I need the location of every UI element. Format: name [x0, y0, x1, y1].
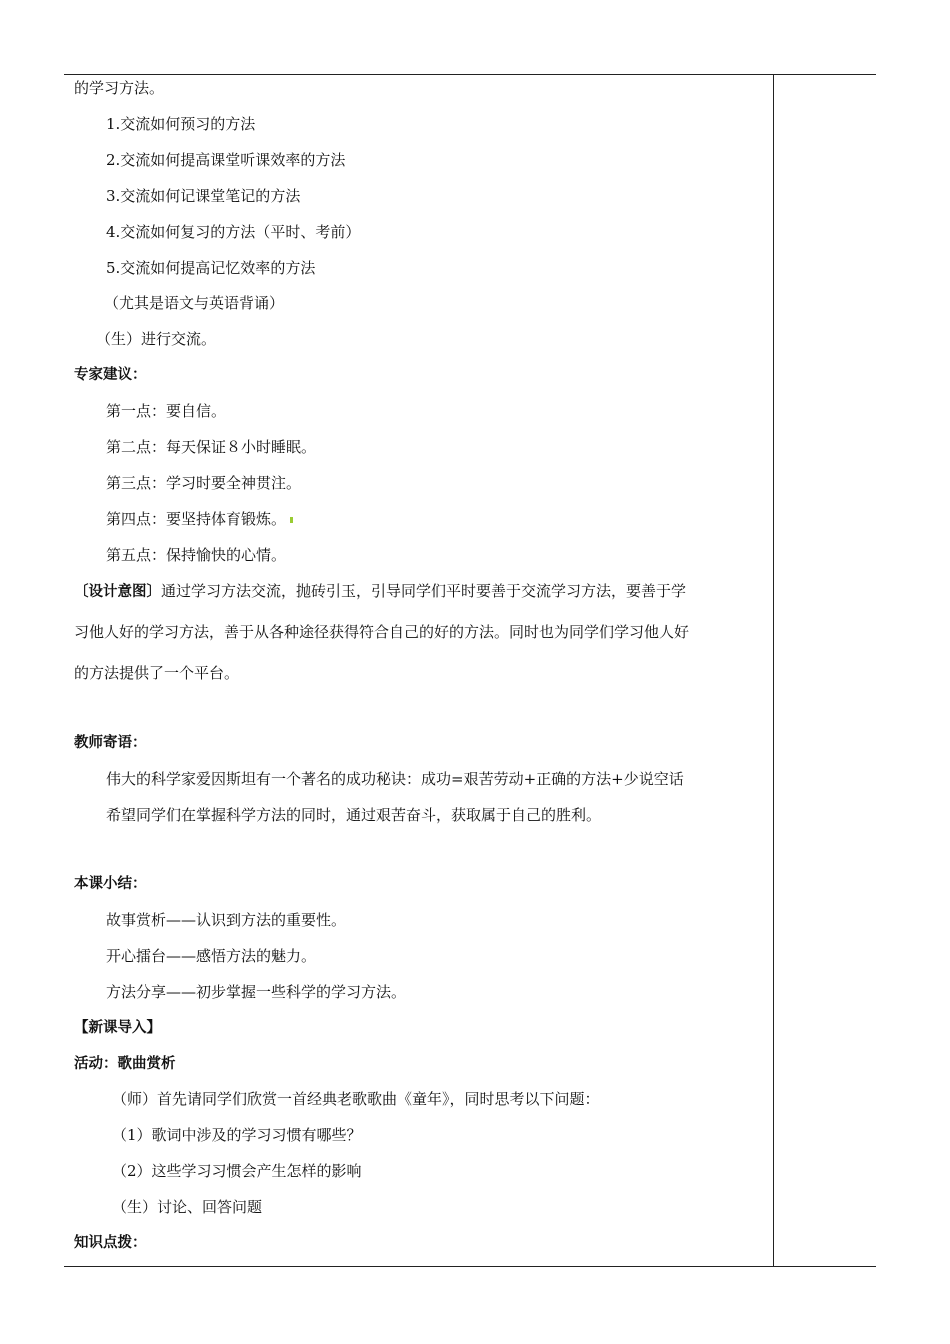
summary-line-2: 开心擂台——感悟方法的魅力。 [106, 947, 317, 965]
design-intent-line-1 [74, 581, 686, 602]
table-column-divider [773, 74, 774, 1267]
teacher-heading: 教师寄语： [74, 735, 147, 751]
method-item-5: 5.交流如何提高记忆效率的方法 [106, 259, 316, 277]
expert-heading: 专家建议： [74, 367, 147, 383]
highlight-mark [290, 517, 293, 523]
summary-heading: 本课小结： [74, 876, 147, 892]
text-line: 的学习方法。 [74, 79, 165, 97]
activity-line-3: （2）这些学习习惯会产生怎样的影响 [112, 1162, 362, 1180]
page-frame [64, 74, 876, 1267]
table-bottom-border [64, 1266, 876, 1267]
activity-line-2: （1）歌词中涉及的学习习惯有哪些？ [112, 1126, 362, 1144]
teacher-line-1: 伟大的科学家爱因斯坦有一个著名的成功秘诀：成功=艰苦劳动+正确的方法+少说空话 [106, 770, 684, 788]
design-intent-line-2: 习他人好的学习方法，善于从各种途径获得符合自己的好的方法。同时也为同学们学习他人好 [74, 623, 690, 641]
teacher-line-2: 希望同学们在掌握科学方法的同时，通过艰苦奋斗，获取属于自己的胜利。 [106, 806, 602, 824]
design-intent-line-3: 的方法提供了一个平台。 [74, 664, 240, 682]
method-item-1: 1.交流如何预习的方法 [106, 115, 256, 133]
expert-point-5: 第五点：保持愉快的心情。 [106, 546, 287, 564]
expert-point-4-text: 第四点：要坚持体育锻炼。 [106, 510, 287, 528]
expert-point-4 [106, 509, 293, 529]
summary-line-3: 方法分享——初步掌握一些科学的学习方法。 [106, 983, 407, 1001]
design-intent-text-1: 通过学习方法交流，抛砖引玉，引导同学们平时要善于交流学习方法，要善于学 [161, 582, 687, 600]
method-item-2: 2.交流如何提高课堂听课效率的方法 [106, 151, 346, 169]
knowledge-heading: 知识点拨： [74, 1235, 147, 1251]
method-note: （尤其是语文与英语背诵） [104, 294, 285, 312]
design-intent-label: 〔设计意图〕 [74, 584, 161, 600]
expert-point-2: 第二点：每天保证８小时睡眠。 [106, 438, 317, 456]
expert-point-1: 第一点：要自信。 [106, 402, 227, 420]
activity-heading: 活动：歌曲赏析 [74, 1056, 176, 1072]
method-item-4: 4.交流如何复习的方法（平时、考前） [106, 223, 361, 241]
new-lesson-heading: 【新课导入】 [74, 1020, 161, 1036]
expert-point-3: 第三点：学习时要全神贯注。 [106, 474, 302, 492]
student-action: （生）进行交流。 [96, 330, 217, 348]
activity-line-1: （师）首先请同学们欣赏一首经典老歌歌曲《童年》，同时思考以下问题： [112, 1090, 600, 1108]
method-item-3: 3.交流如何记课堂笔记的方法 [106, 187, 301, 205]
activity-line-4: （生）讨论、回答问题 [112, 1198, 263, 1216]
summary-line-1: 故事赏析——认识到方法的重要性。 [106, 911, 347, 929]
table-top-border [64, 74, 876, 75]
